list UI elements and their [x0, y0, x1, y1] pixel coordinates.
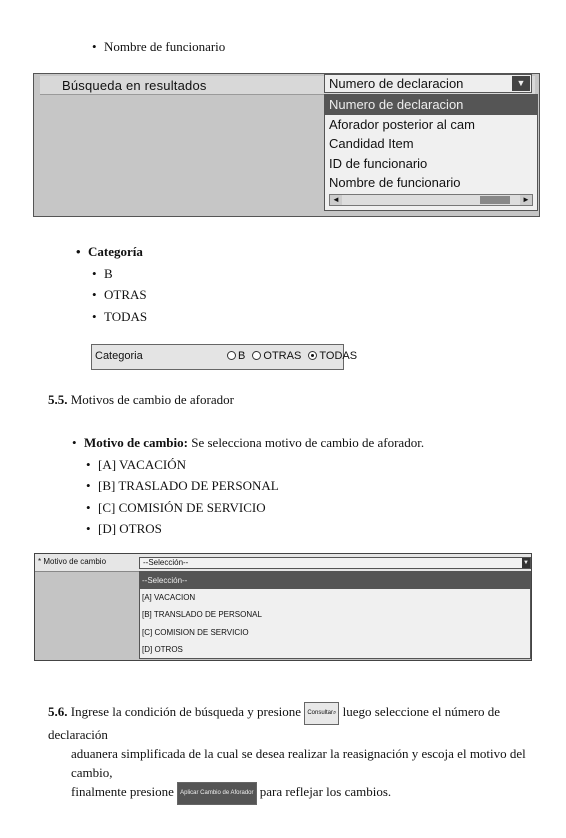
chevron-down-icon[interactable]: ▼ — [512, 76, 530, 91]
radio-option-b[interactable] — [227, 350, 245, 362]
motivo-screenshot — [34, 553, 532, 661]
categoria-list — [88, 241, 148, 327]
list-item-text: B — [104, 265, 113, 281]
motivo-desc: Se selecciona motivo de cambio de aforador. — [187, 435, 425, 450]
dropdown-option[interactable]: --Selección-- — [140, 572, 530, 589]
categoria-heading-text: Categoría — [88, 244, 143, 259]
list-item-text: [A] VACACIÓN — [98, 456, 186, 472]
dropdown-option[interactable]: ID de funcionario — [329, 155, 428, 171]
motivo-label: * Motivo de cambio — [38, 557, 107, 566]
list-item — [98, 454, 438, 476]
section-number: 5.5. — [48, 392, 68, 407]
list-item-text: [C] COMISIÓN DE SERVICIO — [98, 499, 266, 515]
busqueda-selected-value: Numero de declaracion — [329, 76, 464, 91]
motivo-select[interactable] — [139, 557, 531, 569]
scrollbar-thumb[interactable] — [480, 196, 510, 204]
paragraph-text: luego seleccione el número de declaración — [48, 704, 501, 742]
dropdown-option[interactable]: [C] COMISION DE SERVICIO — [142, 627, 249, 637]
radio-label: B — [238, 350, 246, 362]
list-item-text: OTRAS — [104, 287, 147, 302]
radio-label: TODAS — [319, 350, 358, 362]
paragraph-text: Ingrese la condición de búsqueda y presione — [70, 704, 302, 719]
paragraph-line — [48, 782, 548, 805]
categoria-radio-group — [227, 350, 361, 362]
section-title: Motivos de cambio de aforador — [70, 392, 234, 407]
categoria-screenshot — [91, 344, 358, 370]
motivo-selected-value: --Selección-- — [143, 558, 189, 567]
dropdown-option[interactable]: Aforador posterior al cam — [329, 116, 475, 132]
motivo-dropdown — [139, 571, 531, 659]
dropdown-option[interactable]: [B] TRANSLADO DE PERSONAL — [142, 610, 262, 620]
paragraph-line — [48, 744, 548, 782]
paragraph-text: finalmente presione — [71, 784, 174, 799]
list-item-text: Nombre de funcionario — [104, 39, 226, 54]
section-heading — [48, 392, 234, 408]
dropdown-option[interactable]: [A] VACACION — [142, 593, 196, 603]
dropdown-option[interactable]: [D] OTROS — [142, 644, 183, 654]
paragraph-text: para reflejar los cambios. — [259, 784, 392, 799]
list-item — [104, 306, 159, 328]
section-5-6 — [48, 702, 548, 805]
consultar-button[interactable] — [304, 702, 339, 725]
list-item — [104, 284, 159, 306]
aplicar-cambio-button[interactable]: Aplicar Cambio de Aforador — [177, 782, 256, 805]
list-item-text: TODAS — [104, 308, 148, 324]
categoria-heading — [88, 241, 143, 263]
list-item — [98, 475, 438, 497]
dropdown-option[interactable]: Numero de declaracion — [325, 95, 537, 115]
list-item-text: [B] TRASLADO DE PERSONAL — [98, 478, 279, 493]
horizontal-scrollbar[interactable] — [329, 194, 533, 206]
radio-option-otras[interactable] — [252, 350, 301, 362]
paragraph-text: aduanera simplificada de la cual se desea realizar la reasignación y escoja el motivo del cambio, — [71, 746, 526, 780]
list-item — [104, 39, 225, 55]
search-icon: ⌕ — [333, 710, 337, 716]
busqueda-dropdown — [324, 94, 538, 211]
motivo-heading — [84, 432, 424, 454]
busqueda-select[interactable] — [324, 74, 532, 93]
list-item — [104, 263, 159, 285]
dropdown-option[interactable]: Nombre de funcionario — [329, 175, 461, 190]
radio-selected-icon[interactable] — [308, 351, 317, 360]
radio-option-todas[interactable] — [308, 350, 357, 362]
radio-label: OTRAS — [263, 350, 302, 362]
busqueda-screenshot — [33, 73, 540, 217]
list-item-text: [D] OTROS — [98, 521, 162, 536]
motivo-list — [84, 432, 424, 540]
list-item — [98, 497, 438, 519]
chevron-down-icon[interactable]: ▼ — [523, 560, 529, 566]
busqueda-label: Búsqueda en resultados — [62, 78, 207, 93]
consultar-label: Consultar — [307, 710, 333, 716]
scroll-right-icon[interactable]: ► — [520, 195, 532, 205]
dropdown-option[interactable]: Candidad Item — [329, 136, 414, 151]
categoria-label: Categoria — [95, 350, 143, 362]
radio-icon[interactable] — [227, 351, 236, 360]
list-item — [98, 518, 438, 540]
paragraph-line — [48, 702, 548, 744]
scroll-left-icon[interactable]: ◄ — [330, 195, 342, 205]
motivo-heading-text: Motivo de cambio: — [84, 435, 188, 450]
section-number: 5.6. — [48, 704, 68, 719]
radio-icon[interactable] — [252, 351, 261, 360]
